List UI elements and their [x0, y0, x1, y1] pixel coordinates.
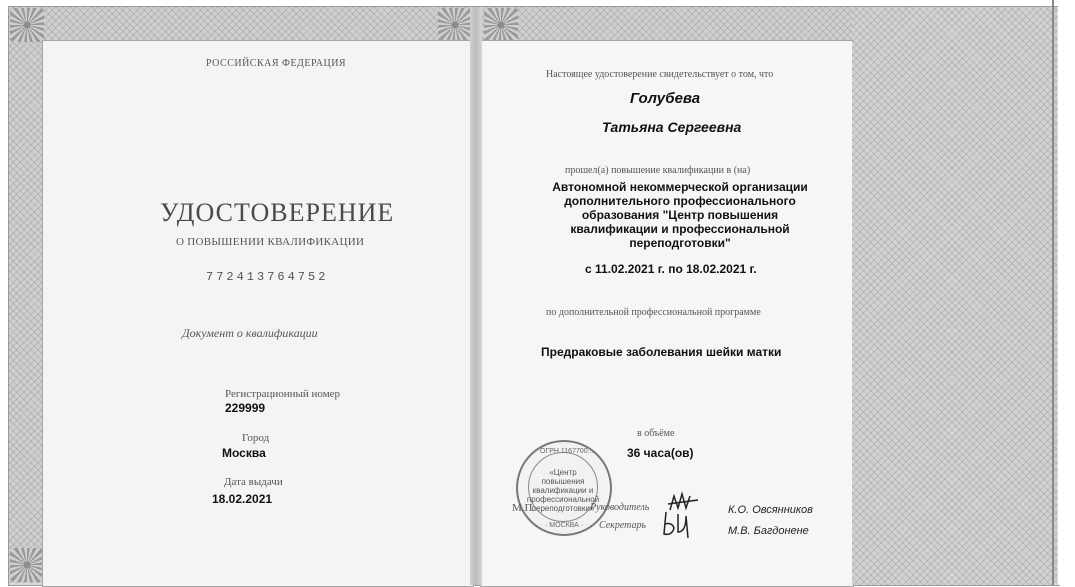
secretary-name: М.В. Багдонене	[728, 525, 809, 537]
reg-number-value: 229999	[225, 401, 266, 415]
organization-line-5: переподготовки"	[629, 236, 731, 250]
volume-value: 36 часа(ов)	[627, 446, 694, 460]
organization-line-3: образования "Центр повышения	[581, 208, 779, 222]
city-label: Город	[242, 432, 270, 444]
head-label: Руководитель	[590, 502, 650, 513]
certificate-subtitle: О ПОВЫШЕНИИ КВАЛИФИКАЦИИ	[176, 236, 365, 248]
organization-line-4: квалификации и профессиональной	[570, 222, 790, 236]
passed-label: прошел(а) повышение квалификации в (на)	[565, 165, 751, 176]
issue-date-label: Дата выдачи	[224, 476, 283, 488]
organization-line-1: Автономной некоммерческой организации	[552, 180, 808, 194]
corner-ornament-bottom-left	[10, 548, 44, 582]
frame-right-strip	[852, 7, 1052, 585]
organization-line-2: дополнительного профессионального	[564, 194, 796, 208]
document-type: Документ о квалификации	[182, 326, 318, 340]
page-fold	[470, 7, 482, 585]
country-label: РОССИЙСКАЯ ФЕДЕРАЦИЯ	[206, 58, 347, 69]
stamp-line-4: профессиональной	[526, 495, 600, 504]
program-title: Предраковые заболевания шейки матки	[541, 345, 782, 359]
certificate-title: УДОСТОВЕРЕНИЕ	[160, 198, 395, 227]
stamp-line-5: переподготовки»	[531, 504, 595, 513]
serial-number: 772413764752	[206, 270, 329, 284]
blank-margin	[1058, 0, 1075, 585]
corner-ornament-top-left	[10, 8, 44, 42]
course-period: с 11.02.2021 г. по 18.02.2021 г.	[585, 262, 757, 276]
holder-name: Татьяна Сергеевна	[602, 119, 742, 135]
holder-surname: Голубева	[630, 90, 701, 107]
corner-ornament-top-center-right	[484, 8, 518, 42]
city-value: Москва	[222, 446, 266, 460]
stamp-top-text: ОГРН 1167700...	[540, 448, 594, 455]
stamp-line-3: квалификации и	[532, 486, 594, 495]
secretary-signature	[660, 508, 696, 540]
edge-line	[1052, 0, 1054, 585]
reg-number-label: Регистрационный номер	[225, 388, 341, 400]
issue-date-value: 18.02.2021	[212, 492, 273, 506]
head-name: К.О. Овсянников	[728, 504, 813, 516]
corner-ornament-top-center-left	[438, 8, 472, 42]
seal-place-label: М.П.	[512, 502, 536, 514]
stamp-bottom-text: · МОСКВА ·	[545, 522, 584, 529]
intro-text: Настоящее удостоверение свидетельствует о том, что	[546, 69, 774, 80]
stamp-line-2: повышения	[541, 477, 585, 486]
secretary-label: Секретарь	[599, 520, 647, 531]
program-label: по дополнительной профессиональной программе	[546, 307, 761, 318]
volume-label: в объёме	[637, 428, 675, 439]
stamp-line-1: «Центр	[549, 468, 577, 477]
